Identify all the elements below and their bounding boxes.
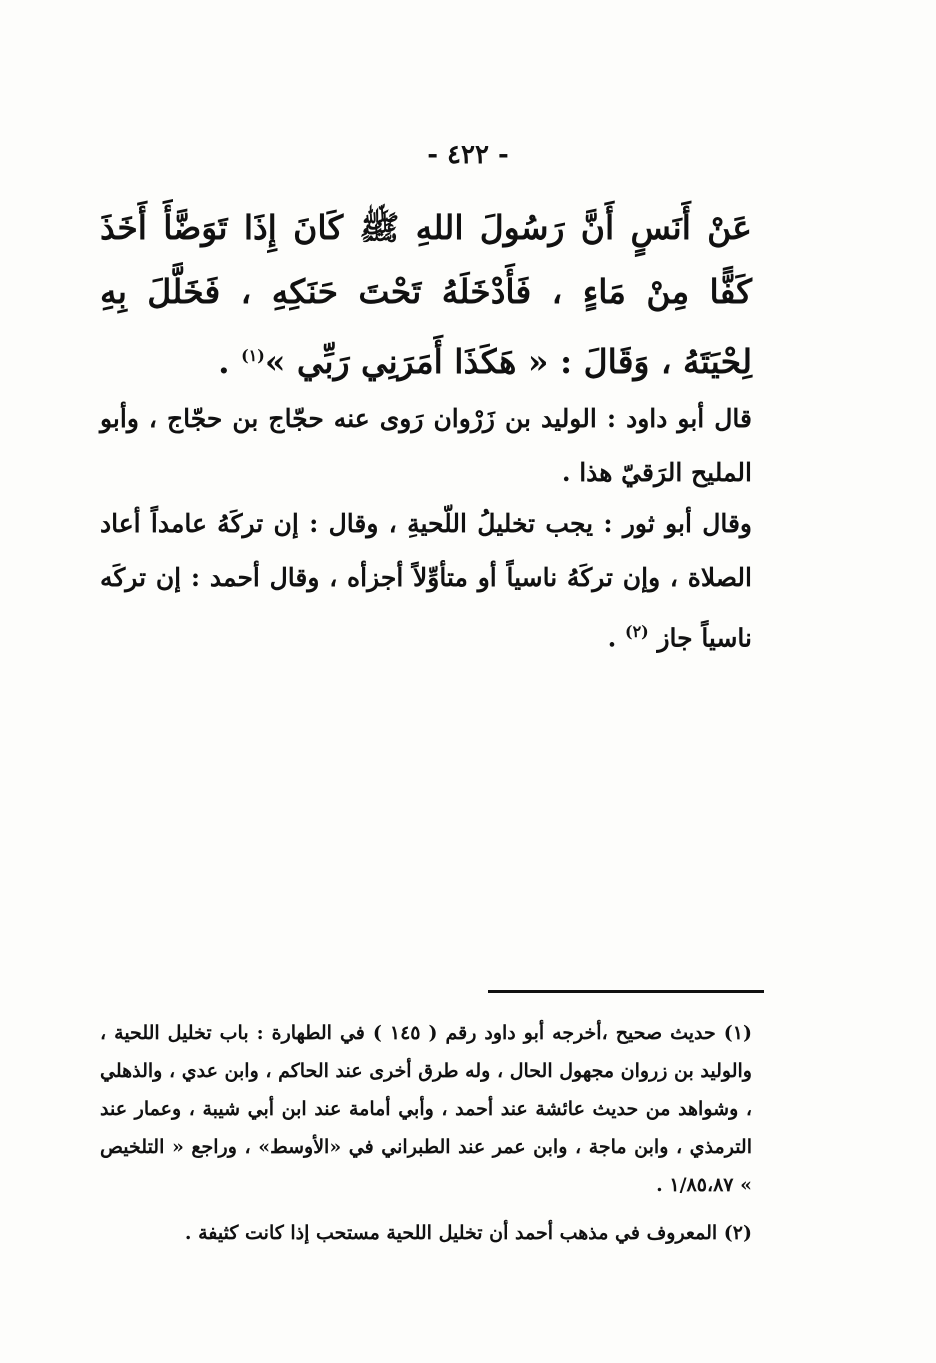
hadith-text <box>100 196 752 394</box>
abu-thawr-paragraph <box>100 497 792 665</box>
hadith-body: عَنْ أَنَسٍ أَنَّ رَسُولَ اللهِ ﷺ كَانَ إِذَا تَوَضَّأَ أَخَذَ كَفًّا مِنْ مَاءٍ ، فَأَدْخَلَهُ تَحْتَ حَنَكِهِ ، فَخَلَّلَ بِهِ لِحْيَتَهُ ، وَقَالَ : « هَكَذَا أَمَرَنِي رَبِّي » <box>100 208 752 381</box>
footnote-1-text: حديث صحيح ،أخرجه أبو داود رقم ( ١٤٥ ) في الطهارة : باب تخليل اللحية ، والوليد بن زروان مجهول الحال ، وله طرق أخرى عند الحاكم ، وابن عدي ، والذهلي ، وشواهد من حديث عائشة عند أحمد ، وأبي أمامة عند ابن أبي شيبة ، وعمار عند الترمذي ، وابن ماجة ، وابن عمر عند الطبراني في «الأوسط» ، وراجع « التلخيص » ١/٨٥،٨٧ . <box>100 1022 752 1196</box>
footnote-divider <box>488 990 764 993</box>
footnote-2-marker: (٢) <box>723 1222 752 1244</box>
abu-thawr-body: وقال أبو ثور : يجب تخليلُ اللّحيةِ ، وقال : إن تركَهُ عامداً أعاد الصلاة ، وإن تركَهُ ناسياً أو متأوِّلاً أجزأه ، وقال أحمد : إن تركَه ناسياً جاز <box>100 509 752 653</box>
footnote-1 <box>100 1014 752 1204</box>
hadith-end-mark: . <box>218 342 242 381</box>
paragraph2-end-mark: . <box>607 623 625 653</box>
footnote-2-text: المعروف في مذهب أحمد أن تخليل اللحية مستحب إذا كانت كثيفة . <box>184 1222 718 1244</box>
footnote-1-marker: (١) <box>723 1022 752 1044</box>
page-number: - ٤٢٢ - <box>427 140 509 170</box>
footnote-2 <box>100 1214 752 1252</box>
hadith-footnote-ref[interactable]: (١) <box>241 346 265 365</box>
paragraph2-footnote-ref[interactable]: (٢) <box>625 622 649 641</box>
footnotes <box>100 1014 752 1252</box>
abu-dawud-paragraph: قال أبو داود : الوليد بن زَرْوان رَوى عنه حجّاج بن حجّاج ، وأبو المليح الرَقيّ هذا . <box>100 404 752 487</box>
